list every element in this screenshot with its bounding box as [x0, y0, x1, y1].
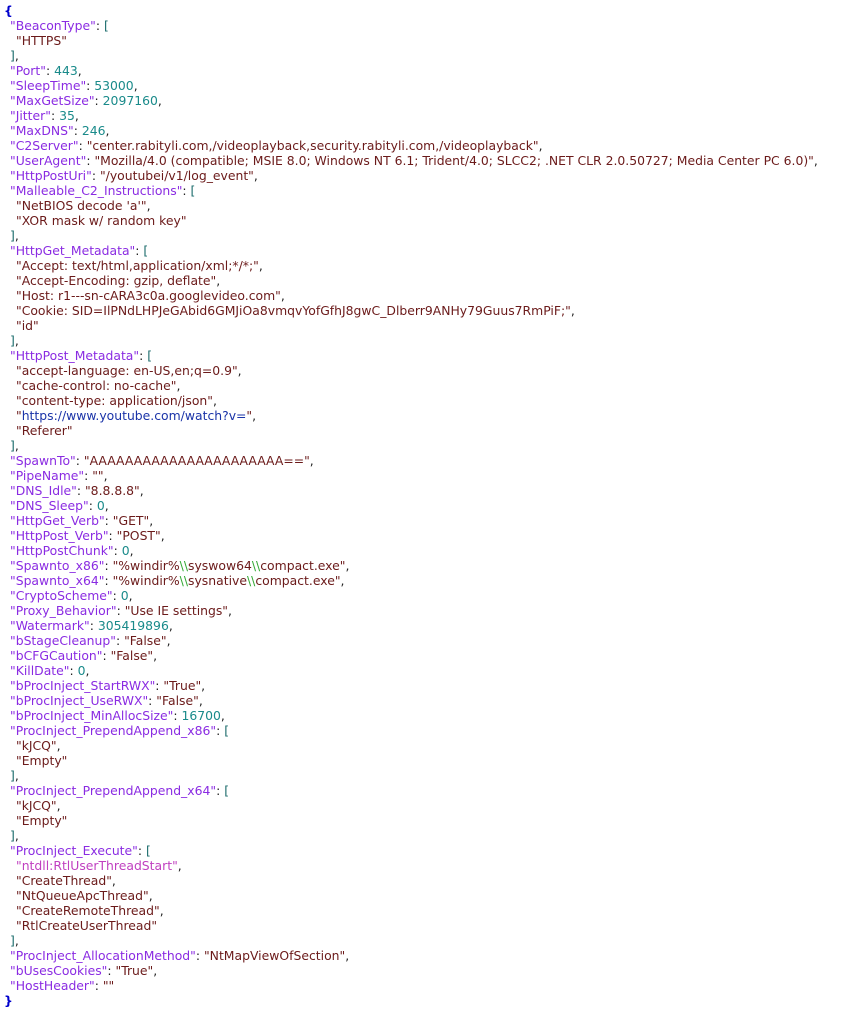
- json-key: "Port": [10, 63, 46, 78]
- json-punctuation: ,: [153, 963, 158, 978]
- json-punctuation: ,: [216, 273, 221, 288]
- json-line: [0, 858, 864, 873]
- json-punctuation: :: [88, 498, 97, 513]
- json-key: "ProcInject_Execute": [10, 843, 138, 858]
- json-key: "bProcInject_UseRWX": [10, 693, 149, 708]
- json-string: "NtQueueApcThread": [16, 888, 149, 903]
- json-key: "MaxDNS": [10, 123, 74, 138]
- json-line: [0, 393, 864, 408]
- json-line: [0, 33, 864, 48]
- json-punctuation: ,: [813, 153, 818, 168]
- json-line: [0, 558, 864, 573]
- json-punctuation: :: [216, 723, 225, 738]
- json-line: [0, 993, 864, 1008]
- json-string: "NetBIOS decode 'a'": [16, 198, 147, 213]
- json-punctuation: ,: [139, 483, 144, 498]
- json-punctuation: ,: [201, 678, 206, 693]
- json-string: syswow64: [188, 558, 252, 573]
- json-string: "HTTPS": [16, 33, 67, 48]
- json-line: [0, 423, 864, 438]
- json-punctuation: ,: [128, 588, 133, 603]
- json-string: "Mozilla/4.0 (compatible; MSIE 8.0; Windows NT 6.1; Trident/4.0; SLCC2; .NET CLR 2.0.50727; Media Center PC 6.0)": [94, 153, 814, 168]
- json-key: "HttpPostChunk": [10, 543, 114, 558]
- json-punctuation: ,: [177, 858, 182, 873]
- json-key: "ProcInject_PrependAppend_x86": [10, 723, 217, 738]
- json-line: [0, 183, 864, 198]
- json-punctuation: :: [102, 648, 111, 663]
- json-bracket: [: [147, 348, 153, 363]
- json-punctuation: :: [173, 708, 182, 723]
- json-key: "BeaconType": [10, 18, 96, 33]
- json-punctuation: ,: [14, 438, 19, 453]
- json-punctuation: ,: [258, 258, 263, 273]
- json-key: "HttpPost_Metadata": [10, 348, 140, 363]
- json-line: [0, 633, 864, 648]
- json-url-string: https://www.youtube.com/watch?v=: [21, 408, 247, 423]
- json-key: "Watermark": [10, 618, 90, 633]
- json-punctuation: ,: [280, 288, 285, 303]
- json-line: [0, 378, 864, 393]
- json-bracket: ]: [10, 333, 15, 348]
- json-line: [0, 948, 864, 963]
- json-punctuation: :: [108, 528, 117, 543]
- json-punctuation: ,: [166, 633, 171, 648]
- json-punctuation: :: [78, 138, 87, 153]
- json-line: [0, 108, 864, 123]
- json-punctuation: ,: [14, 228, 19, 243]
- json-key: "Malleable_C2_Instructions": [10, 183, 183, 198]
- json-string: "RtlCreateUserThread": [16, 918, 158, 933]
- json-bracket: [: [143, 243, 149, 258]
- json-punctuation: :: [73, 123, 82, 138]
- json-string: "content-type: application/json": [16, 393, 213, 408]
- json-line: [0, 813, 864, 828]
- json-line: [0, 93, 864, 108]
- json-line: [0, 138, 864, 153]
- json-number: 0: [120, 588, 129, 603]
- json-punctuation: :: [50, 108, 60, 123]
- json-line: [0, 3, 864, 18]
- json-line: [0, 618, 864, 633]
- json-punctuation: :: [195, 948, 204, 963]
- json-punctuation: ,: [56, 738, 61, 753]
- json-key: "bUsesCookies": [10, 963, 108, 978]
- json-key: "C2Server": [10, 138, 79, 153]
- json-line: [0, 48, 864, 63]
- json-line: [0, 678, 864, 693]
- json-line: [0, 303, 864, 318]
- json-string: compact.exe": [260, 558, 346, 573]
- json-string: "cache-control: no-cache": [16, 378, 177, 393]
- json-punctuation: :: [104, 573, 113, 588]
- json-escape: \\: [179, 573, 189, 588]
- json-string: compact.exe": [255, 573, 341, 588]
- json-line: [0, 318, 864, 333]
- json-string: "CreateThread": [16, 873, 112, 888]
- json-punctuation: :: [45, 63, 55, 78]
- json-key: "Spawnto_x86": [10, 558, 105, 573]
- json-punctuation: ,: [14, 48, 19, 63]
- json-string: "8.8.8.8": [84, 483, 140, 498]
- json-bracket: [: [224, 783, 230, 798]
- json-line: [0, 273, 864, 288]
- json-line: [0, 828, 864, 843]
- json-punctuation: ,: [198, 693, 203, 708]
- json-punctuation: ,: [14, 828, 19, 843]
- json-line: [0, 168, 864, 183]
- json-string: "Host: r1---sn-cARA3c0a.googlevideo.com": [16, 288, 281, 303]
- json-string: "Cookie: SID=IlPNdLHPJeGAbid6GMJiOa8vmqvYofGfhJ8gwC_Dlberr9ANHy79Guus7RmPiF;": [16, 303, 571, 318]
- json-punctuation: :: [104, 513, 113, 528]
- json-string: "POST": [116, 528, 161, 543]
- json-line: [0, 228, 864, 243]
- json-line: [0, 438, 864, 453]
- json-punctuation: ,: [56, 798, 61, 813]
- json-line: [0, 888, 864, 903]
- json-punctuation: :: [86, 153, 95, 168]
- json-punctuation: ,: [104, 498, 109, 513]
- json-bracket: [: [190, 183, 196, 198]
- json-punctuation: :: [94, 978, 103, 993]
- json-punctuation: :: [182, 183, 191, 198]
- json-string: "kJCQ": [16, 798, 57, 813]
- json-key: "DNS_Idle": [10, 483, 77, 498]
- json-punctuation: ,: [160, 528, 165, 543]
- json-line: [0, 603, 864, 618]
- json-bracket: ]: [10, 828, 15, 843]
- json-string: "/youtubei/v1/log_event": [99, 168, 254, 183]
- json-line: [0, 663, 864, 678]
- json-key: "Proxy_Behavior": [10, 603, 117, 618]
- json-line: [0, 258, 864, 273]
- json-line: [0, 348, 864, 363]
- json-key: "KillDate": [10, 663, 70, 678]
- json-punctuation: :: [107, 963, 116, 978]
- json-line: [0, 123, 864, 138]
- json-line: [0, 693, 864, 708]
- json-line: [0, 933, 864, 948]
- json-string: sysnative: [188, 573, 247, 588]
- json-line: [0, 543, 864, 558]
- json-punctuation: ,: [345, 558, 350, 573]
- json-line: [0, 483, 864, 498]
- json-punctuation: ,: [228, 603, 232, 618]
- json-string: "True": [115, 963, 154, 978]
- json-number: 16700: [181, 708, 221, 723]
- json-line: [0, 738, 864, 753]
- json-punctuation: ,: [159, 903, 164, 918]
- json-key: "bProcInject_MinAllocSize": [10, 708, 174, 723]
- json-line: [0, 903, 864, 918]
- json-number: 0: [121, 543, 130, 558]
- json-punctuation: ,: [14, 933, 19, 948]
- json-line: [0, 408, 864, 423]
- json-line: [0, 243, 864, 258]
- json-brace: {: [4, 3, 13, 18]
- json-string: ": [246, 408, 253, 423]
- json-line: [0, 333, 864, 348]
- json-punctuation: ,: [111, 873, 116, 888]
- json-number: 0: [96, 498, 105, 513]
- json-punctuation: ,: [149, 513, 154, 528]
- json-line: [0, 873, 864, 888]
- json-punctuation: :: [135, 243, 144, 258]
- json-string: "Use IE settings": [124, 603, 229, 618]
- json-punctuation: :: [76, 483, 85, 498]
- json-punctuation: :: [75, 453, 84, 468]
- json-string: "%windir%: [112, 573, 180, 588]
- json-line: [0, 798, 864, 813]
- json-string: "": [102, 978, 115, 993]
- json-line: [0, 18, 864, 33]
- json-punctuation: :: [148, 693, 157, 708]
- json-line: [0, 63, 864, 78]
- json-bracket: ]: [10, 228, 15, 243]
- json-line: [0, 708, 864, 723]
- json-line: [0, 573, 864, 588]
- json-punctuation: :: [95, 18, 104, 33]
- json-key: "ProcInject_AllocationMethod": [10, 948, 196, 963]
- json-bracket: ]: [10, 438, 15, 453]
- json-number: 35: [59, 108, 75, 123]
- json-line: [0, 588, 864, 603]
- json-punctuation: ,: [345, 948, 350, 963]
- json-string: ": [16, 408, 22, 423]
- json-punctuation: :: [94, 93, 103, 108]
- json-line: [0, 288, 864, 303]
- json-string: "kJCQ": [16, 738, 57, 753]
- json-key: "Spawnto_x64": [10, 573, 105, 588]
- json-punctuation: ,: [77, 63, 82, 78]
- json-line: [0, 468, 864, 483]
- json-string: "XOR mask w/ random key": [16, 213, 187, 228]
- json-line: [0, 498, 864, 513]
- json-punctuation: :: [89, 618, 98, 633]
- json-key: "HostHeader": [10, 978, 95, 993]
- json-bracket: ]: [10, 933, 15, 948]
- json-bracket: [: [145, 843, 151, 858]
- json-string: "Empty": [16, 813, 68, 828]
- json-string: "Referer": [16, 423, 73, 438]
- json-line: [0, 783, 864, 798]
- json-string: "Accept-Encoding: gzip, deflate": [16, 273, 217, 288]
- json-punctuation: ,: [14, 768, 19, 783]
- json-key: "SpawnTo": [10, 453, 76, 468]
- json-key: "HttpGet_Metadata": [10, 243, 136, 258]
- json-line: [0, 918, 864, 933]
- json-string: "CreateRemoteThread": [16, 903, 160, 918]
- json-punctuation: :: [155, 678, 164, 693]
- json-key: "SleepTime": [10, 78, 87, 93]
- json-punctuation: ,: [220, 708, 225, 723]
- json-bracket: [: [103, 18, 109, 33]
- json-punctuation: :: [113, 543, 122, 558]
- json-punctuation: :: [112, 588, 121, 603]
- json-string: "Accept: text/html,application/xml;*/*;": [16, 258, 259, 273]
- json-line: [0, 723, 864, 738]
- json-key: "CryptoScheme": [10, 588, 113, 603]
- json-string: "GET": [112, 513, 150, 528]
- json-string: "": [92, 468, 104, 483]
- json-punctuation: ,: [153, 648, 158, 663]
- json-punctuation: ,: [14, 333, 19, 348]
- json-key: "bStageCleanup": [10, 633, 116, 648]
- json-line: [0, 363, 864, 378]
- json-punctuation: ,: [157, 93, 162, 108]
- json-brace: }: [4, 993, 13, 1008]
- json-number: 246: [81, 123, 106, 138]
- json-escape: \\: [246, 573, 256, 588]
- json-string: "AAAAAAAAAAAAAAAAAAAAAA==": [83, 453, 310, 468]
- json-string: "Empty": [16, 753, 68, 768]
- json-key: "bProcInject_StartRWX": [10, 678, 156, 693]
- json-punctuation: ,: [133, 78, 138, 93]
- json-string: "%windir%: [112, 558, 180, 573]
- json-punctuation: ,: [148, 888, 153, 903]
- json-punctuation: :: [104, 558, 113, 573]
- json-punctuation: ,: [105, 123, 110, 138]
- json-escape: \\: [179, 558, 189, 573]
- json-bracket: ]: [10, 48, 15, 63]
- json-punctuation: ,: [74, 108, 79, 123]
- json-string: "NtMapViewOfSection": [203, 948, 346, 963]
- json-line: [0, 963, 864, 978]
- json-key: "HttpPost_Verb": [10, 528, 109, 543]
- json-number: 305419896: [97, 618, 169, 633]
- json-punctuation: :: [69, 663, 78, 678]
- json-line: [0, 978, 864, 993]
- json-punctuation: ,: [212, 393, 217, 408]
- json-string: "False": [156, 693, 199, 708]
- json-punctuation: ,: [538, 138, 543, 153]
- json-punctuation: :: [137, 843, 146, 858]
- json-punctuation: ,: [103, 468, 108, 483]
- json-line: [0, 528, 864, 543]
- json-line: [0, 453, 864, 468]
- json-line: [0, 213, 864, 228]
- json-punctuation: :: [115, 633, 125, 648]
- json-number: 443: [54, 63, 78, 78]
- json-number: 53000: [94, 78, 134, 93]
- json-string: "False": [124, 633, 167, 648]
- json-line: [0, 753, 864, 768]
- json-punctuation: :: [116, 603, 125, 618]
- json-punctuation: ,: [168, 618, 173, 633]
- json-line: [0, 153, 864, 168]
- json-line: [0, 513, 864, 528]
- json-punctuation: ,: [309, 453, 314, 468]
- json-punctuation: ,: [570, 303, 575, 318]
- json-key: "MaxGetSize": [10, 93, 95, 108]
- json-number: 0: [77, 663, 86, 678]
- json-punctuation: :: [86, 78, 95, 93]
- json-string: "id": [16, 318, 39, 333]
- json-bracket: ]: [10, 768, 15, 783]
- json-key: "HttpGet_Verb": [10, 513, 105, 528]
- json-string: "center.rabityli.com,/videoplayback,security.rabityli.com,/videoplayback": [86, 138, 539, 153]
- json-key: "HttpPostUri": [10, 168, 92, 183]
- json-punctuation: ,: [176, 378, 181, 393]
- json-string: "accept-language: en-US,en;q=0.9": [16, 363, 238, 378]
- json-string: "True": [163, 678, 202, 693]
- json-punctuation: :: [216, 783, 225, 798]
- json-key: "bCFGCaution": [10, 648, 103, 663]
- json-punctuation: ,: [129, 543, 134, 558]
- json-key: "ProcInject_PrependAppend_x64": [10, 783, 217, 798]
- json-string: "False": [110, 648, 154, 663]
- json-line: [0, 198, 864, 213]
- json-punctuation: :: [84, 468, 93, 483]
- json-escape: \\: [251, 558, 261, 573]
- json-line: [0, 78, 864, 93]
- json-key: "PipeName": [10, 468, 85, 483]
- json-line: [0, 768, 864, 783]
- json-punctuation: ,: [146, 198, 151, 213]
- json-punctuation: ,: [252, 408, 257, 423]
- json-highlighted-string: "ntdll:RtlUserThreadStart": [16, 858, 178, 873]
- json-line: [0, 843, 864, 858]
- json-key: "Jitter": [10, 108, 51, 123]
- json-key: "UserAgent": [10, 153, 87, 168]
- json-punctuation: ,: [237, 363, 242, 378]
- json-punctuation: ,: [85, 663, 90, 678]
- json-line: [0, 648, 864, 663]
- json-punctuation: :: [139, 348, 148, 363]
- json-punctuation: ,: [253, 168, 258, 183]
- json-bracket: [: [224, 723, 230, 738]
- json-key: "DNS_Sleep": [10, 498, 89, 513]
- json-punctuation: ,: [340, 573, 345, 588]
- json-number: 2097160: [102, 93, 158, 108]
- json-punctuation: :: [91, 168, 100, 183]
